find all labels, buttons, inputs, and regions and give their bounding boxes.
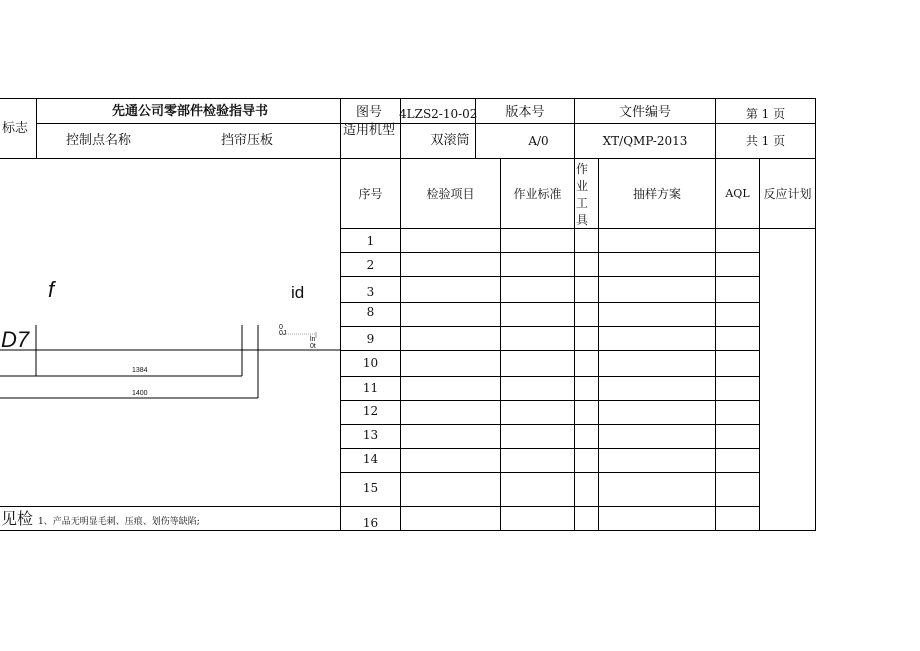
doc-title: 先通公司零部件检验指导书 (111, 104, 268, 119)
logo-label: 标志 (2, 121, 29, 136)
detail-label-0: 0 (279, 324, 283, 331)
version-label: 版本号 (505, 105, 545, 120)
col-tool: 作业工具 (575, 162, 588, 227)
row-number: 9 (366, 332, 375, 346)
row-number: 3 (366, 285, 375, 299)
file-no-label: 文件编号 (618, 105, 671, 120)
dimension-outer: 1400 (132, 390, 148, 397)
drawing-no-label: 图号 (356, 105, 383, 120)
dimension-inner: 1384 (132, 367, 148, 374)
row-number: 11 (362, 381, 379, 395)
drawing-label-id: id (291, 283, 305, 302)
row-number: 8 (366, 305, 375, 319)
row-number: 2 (366, 258, 375, 272)
row-number: 16 (362, 516, 379, 530)
file-no-value: XT/QMP-2013 (602, 134, 688, 148)
drawing-label-f: f (48, 277, 55, 302)
col-item: 检验项目 (426, 187, 475, 201)
col-aql: AQL (725, 187, 750, 200)
drawing-label-d7: D7 (1, 327, 30, 352)
col-seq: 序号 (358, 187, 383, 201)
total-pages: 共 1 页 (745, 134, 786, 148)
row-number: 14 (362, 452, 379, 466)
page-label: 第 1 页 (745, 107, 786, 121)
model-value: 双滚筒 (430, 133, 470, 148)
col-sampling: 抽样方案 (632, 187, 681, 201)
model-label: 适用机型 (343, 123, 396, 138)
col-standard: 作业标准 (513, 187, 562, 201)
row-number: 1 (366, 234, 375, 248)
row-number: 13 (362, 428, 379, 442)
detail-label-ln: ln (310, 336, 316, 343)
row-number: 15 (362, 481, 379, 495)
notes-label: 见检 (1, 509, 34, 528)
row-number: 12 (362, 404, 379, 418)
notes-item-1: 1、产品无明显毛刺、压痕、划伤等缺陷; (38, 517, 200, 527)
row-number: 10 (362, 356, 379, 370)
detail-label-0t: 0t (310, 343, 316, 350)
control-point-label: 控制点名称 (66, 133, 132, 148)
version-value: A/0 (528, 134, 549, 148)
drawing-no: 4LZS2-10-02 (399, 107, 478, 121)
detail-label-0j: 0J (279, 330, 287, 337)
control-point-value: 挡帘压板 (221, 133, 274, 148)
col-plan: 反应计划 (763, 187, 812, 201)
